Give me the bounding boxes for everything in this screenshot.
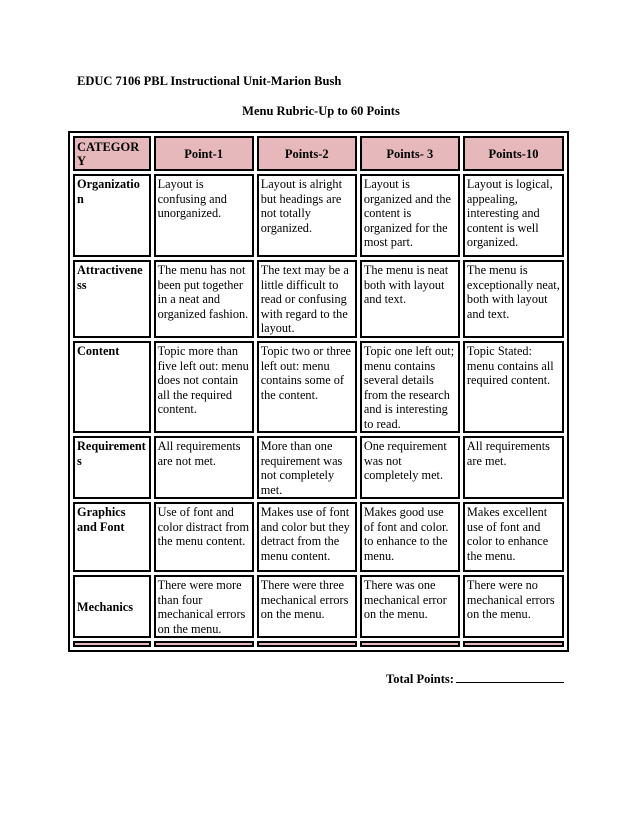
rubric-table <box>68 131 569 652</box>
table-cell: The menu has not been put together in a neat and organized fashion. <box>154 260 254 338</box>
table-row <box>73 260 564 338</box>
table-cell: Topic more than five left out: menu does not contain all the required content. <box>154 341 254 433</box>
empty-cell <box>257 641 357 647</box>
row-category: Content <box>73 341 151 433</box>
table-cell: There were more than four mechanical errors on the menu. <box>154 575 254 638</box>
table-row <box>73 502 564 572</box>
table-cell: One requirement was not completely met. <box>360 436 460 499</box>
table-cell: There was one mechanical error on the menu. <box>360 575 460 638</box>
row-category: Attractiveness <box>73 260 151 338</box>
table-cell: All requirements are not met. <box>154 436 254 499</box>
table-cell: Layout is organized and the content is organized for the most part. <box>360 174 460 257</box>
row-category: Requirements <box>73 436 151 499</box>
table-cell: Layout is confusing and unorganized. <box>154 174 254 257</box>
empty-cell <box>154 641 254 647</box>
table-cell: Makes good use of font and color. to enhance to the menu. <box>360 502 460 572</box>
empty-footer-row <box>73 641 564 647</box>
table-cell: More than one requirement was not completely met. <box>257 436 357 499</box>
column-header-point-1: Point-1 <box>154 136 254 171</box>
column-header-points-2: Points-2 <box>257 136 357 171</box>
table-cell: The menu is exceptionally neat, both with layout and text. <box>463 260 564 338</box>
column-header-points-10: Points-10 <box>463 136 564 171</box>
table-cell: The menu is neat both with layout and text. <box>360 260 460 338</box>
header-row <box>73 136 564 171</box>
table-row <box>73 341 564 433</box>
table-cell: Makes excellent use of font and color to enhance the menu. <box>463 502 564 572</box>
empty-cell <box>360 641 460 647</box>
total-points-label: Total Points: <box>386 672 454 686</box>
table-cell: There were no mechanical errors on the menu. <box>463 575 564 638</box>
document-header: EDUC 7106 PBL Instructional Unit-Marion Bush <box>77 74 342 88</box>
table-cell: The text may be a little difficult to read or confusing with regard to the layout. <box>257 260 357 338</box>
table-cell: All requirements are met. <box>463 436 564 499</box>
row-category: Organization <box>73 174 151 257</box>
table-cell: Layout is alright but headings are not totally organized. <box>257 174 357 257</box>
table-cell: Topic Stated: menu contains all required content. <box>463 341 564 433</box>
table-cell: Makes use of font and color but they detract from the menu content. <box>257 502 357 572</box>
table-cell: There were three mechanical errors on the menu. <box>257 575 357 638</box>
column-header-category: CATEGORY <box>73 136 151 171</box>
table-row <box>73 436 564 499</box>
total-points <box>386 670 564 687</box>
table-cell: Layout is logical, appealing, interesting and content is well organized. <box>463 174 564 257</box>
total-points-blank <box>456 670 564 683</box>
row-category: Mechanics <box>73 575 151 638</box>
row-category: Graphics and Font <box>73 502 151 572</box>
table-row <box>73 575 564 638</box>
table-cell: Topic two or three left out: menu contains some of the content. <box>257 341 357 433</box>
empty-cell <box>463 641 564 647</box>
table-row <box>73 174 564 257</box>
column-header-points-3: Points- 3 <box>360 136 460 171</box>
empty-cell <box>73 641 151 647</box>
rubric-title: Menu Rubric-Up to 60 Points <box>242 104 400 118</box>
table-cell: Use of font and color distract from the menu content. <box>154 502 254 572</box>
table-cell: Topic one left out; menu contains several details from the research and is interesting to read. <box>360 341 460 433</box>
